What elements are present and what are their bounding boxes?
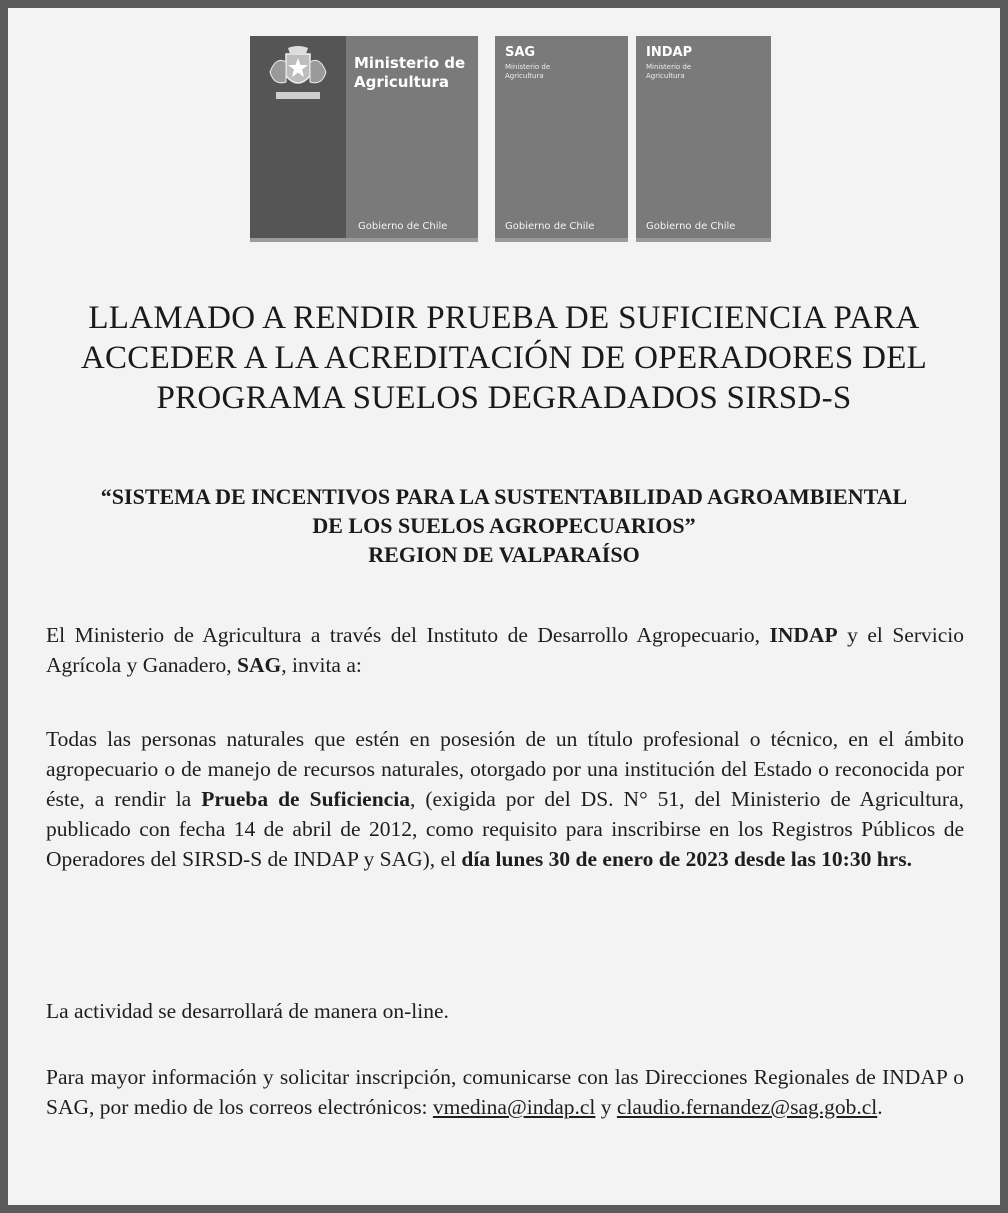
ministerio-name-line1: Ministerio de [354,54,466,72]
online-paragraph: La actividad se desarrollará de manera on-line. [46,999,449,1023]
gobierno-label: Gobierno de Chile [358,221,448,232]
indap-subtitle-line1: Ministerio de [646,63,692,71]
indap-name: INDAP [646,45,693,60]
indap-subtitle-line2: Agricultura [646,72,685,80]
intro-text-3: , invita a: [281,653,362,677]
title-line2: ACCEDER A LA ACREDITACIÓN DE OPERADORES DEL [80,340,928,376]
sag-bold: SAG [237,653,282,677]
notice-page [8,8,1000,1205]
intro-text-1: El Ministerio de Agricultura a través del Instituto de Desarrollo Agropecuario, [46,623,770,647]
sag-email-link[interactable]: claudio.fernandez@sag.gob.cl [616,1095,878,1119]
contact-paragraph [46,1062,964,1122]
sag-logo [495,36,628,242]
contact-text-1: Para mayor información y solicitar inscripción, comunicarse con las Direcciones Regionales de INDAP o SAG, por medio de los correos electrónicos: [46,1065,964,1119]
invitation-paragraph [46,724,964,874]
program-subtitle [48,482,960,569]
page-title [48,298,960,418]
sag-subtitle [505,63,585,81]
subtitle-line1: “SISTEMA DE INCENTIVOS PARA LA SUSTENTABILIDAD AGROAMBIENTAL [100,484,908,509]
indap-bold: INDAP [769,623,838,647]
invitation-text-1: Todas las personas naturales que estén en posesión de un título profesional o técnico, en el ámbito agropecuario o de manejo de recursos naturales, otorgado por una institución del Estado o reconocida por éste, a rendir la [46,727,964,811]
gobierno-label: Gobierno de Chile [505,221,595,232]
subtitle-line3: REGION DE VALPARAÍSO [368,542,640,567]
prueba-bold: Prueba de Suficiencia [201,787,410,811]
indap-logo [636,36,771,242]
intro-text-2: y el Servicio Agrícola y Ganadero, [46,623,964,677]
invitation-text-2: , (exigida por del DS. N° 51, del Ministerio de Agricultura, publicado con fecha 14 de abril de 2012, como requisito para inscribirse en los Registros Públicos de Operadores del SIRSD-S de INDAP y SAG), el [46,787,964,871]
indap-subtitle [646,63,726,81]
ministerio-agricultura-logo [250,36,478,242]
title-line1: LLAMADO A RENDIR PRUEBA DE SUFICIENCIA PARA [88,300,920,336]
ministerio-name-line2: Agricultura [354,73,449,91]
indap-email-link[interactable]: vmedina@indap.cl [432,1095,596,1119]
gobierno-label: Gobierno de Chile [646,221,736,232]
contact-text-3: . [877,1095,883,1119]
subtitle-line2: DE LOS SUELOS AGROPECUARIOS” [312,513,696,538]
contact-text-2: y [595,1095,617,1119]
date-bold: día lunes 30 de enero de 2023 desde las 10:30 hrs. [461,847,912,871]
ministerio-name [354,54,465,92]
title-line3: PROGRAMA SUELOS DEGRADADOS SIRSD-S [156,380,852,416]
sag-subtitle-line2: Agricultura [505,72,544,80]
intro-paragraph [46,620,964,680]
coat-of-arms-icon [262,46,334,106]
sag-name: SAG [505,45,536,60]
sag-subtitle-line1: Ministerio de [505,63,551,71]
